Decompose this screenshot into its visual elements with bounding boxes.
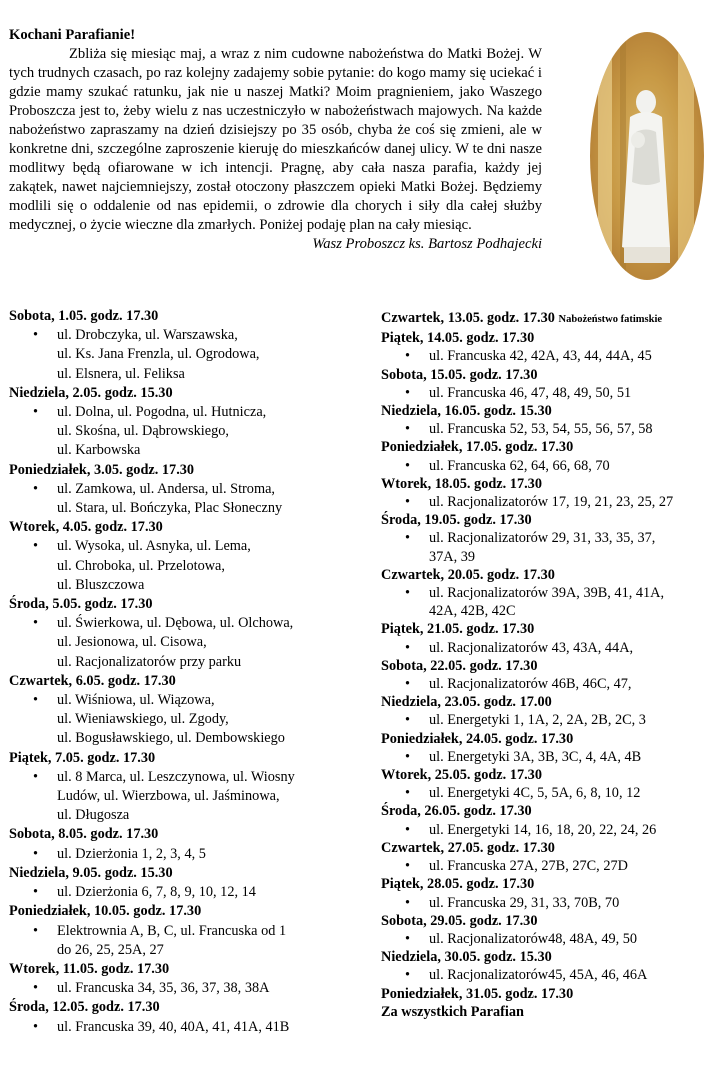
schedule-day-heading — [381, 730, 721, 748]
schedule-right-column — [381, 309, 721, 1021]
schedule-street-line: ul. Francuska 34, 35, 36, 37, 38, 38A — [57, 980, 270, 997]
schedule-day-label: Czwartek, 13.05. godz. 17.30 — [381, 310, 555, 326]
schedule-streets-item — [381, 857, 721, 875]
schedule-streets-item — [381, 930, 721, 948]
schedule-day-heading — [381, 309, 721, 329]
schedule-day-heading — [9, 749, 364, 768]
schedule-day-label: Sobota, 22.05. godz. 17.30 — [381, 657, 538, 674]
schedule-day-label: Piątek, 14.05. godz. 17.30 — [381, 330, 535, 347]
schedule-day-heading — [381, 839, 721, 857]
schedule-day-label: Niedziela, 23.05. godz. 17.00 — [381, 694, 552, 711]
schedule-street-line: ul. Francuska 39, 40, 40A, 41, 41A, 41B — [57, 1018, 290, 1035]
schedule-street-line: ul. Energetyki 1, 1A, 2, 2A, 2B, 2C, 3 — [429, 712, 646, 729]
schedule-street-line: ul. Francuska 62, 64, 66, 68, 70 — [429, 457, 610, 474]
schedule-street-line: ul. Francuska 52, 53, 54, 55, 56, 57, 58 — [429, 421, 653, 438]
schedule-day-label: Piątek, 21.05. godz. 17.30 — [381, 621, 535, 638]
schedule-day-label: Niedziela, 2.05. godz. 15.30 — [9, 384, 173, 401]
schedule-day-label: Środa, 5.05. godz. 17.30 — [9, 596, 153, 613]
schedule-street-line: ul. Zamkowa, ul. Andersa, ul. Stroma, — [57, 480, 275, 497]
schedule-streets-item — [9, 614, 364, 672]
schedule-day-heading — [381, 511, 721, 529]
schedule-street-line: ul. Ks. Jana Frenzla, ul. Ogrodowa, — [57, 346, 260, 363]
bullet-icon: • — [33, 615, 39, 632]
bullet-icon: • — [405, 858, 411, 875]
bullet-icon: • — [33, 692, 39, 709]
schedule-streets-item — [381, 966, 721, 984]
schedule-day-label: Czwartek, 20.05. godz. 17.30 — [381, 566, 555, 583]
schedule-streets-item — [381, 748, 721, 766]
schedule-street-line: ul. Francuska 27A, 27B, 27C, 27D — [429, 858, 628, 875]
schedule-day-heading — [381, 766, 721, 784]
schedule-day-heading — [381, 802, 721, 820]
bullet-icon: • — [33, 1018, 39, 1035]
schedule-street-line: ul. Karbowska — [57, 442, 141, 459]
bullet-icon: • — [33, 980, 39, 997]
schedule-day-label: Niedziela, 16.05. godz. 15.30 — [381, 403, 552, 420]
schedule-day-heading — [9, 595, 364, 614]
schedule-day-heading — [9, 461, 364, 480]
schedule-streets-item — [9, 403, 364, 461]
schedule-streets-item — [381, 384, 721, 402]
letter-signature: Wasz Proboszcz ks. Bartosz Podhajecki — [312, 236, 542, 252]
schedule-street-line: ul. Racjonalizatorów 43, 43A, 44A, — [429, 639, 634, 656]
letter-body: Zbliża się miesiąc maj, a wraz z nim cudowne nabożeństwa do Matki Bożej. W tych trudnych czasach, po raz kolejny zadajemy sobie pytanie: do kogo mamy się uciekać i gdzie mamy szukać ratunku, jak nie u naszej Matki? Moim pragnieniem, jako Waszego Proboszcza jest to, żeby wielu z nas uczestniczyło w nabożeństwach majowych. Na każde nabożeństwo zapraszamy na dzień dzisiejszy po 35 osób, chyba że coś się zmieni, ale w konkretne dni, szczególne zaproszenie kieruję do mieszkańców danej ulicy. W te dni nasze modlitwy będą ofiarowane w ich intencji. Pragnę, aby cała nasza parafia, każdy jej zakątek, nawet najciemniejszy, został otoczony płaszczem opieki Matki Bożej. Będziemy modlili się o oddalenie od nas epidemii, o zdrowie dla chorych i siły dla całej służby medycznej, o życie wieczne dla zmarłych. Poniżej podaję plan na cały miesiąc. — [9, 46, 542, 233]
schedule-street-line: ul. Elsnera, ul. Feliksa — [57, 365, 185, 382]
schedule-street-line: ul. Wiśniowa, ul. Wiązowa, — [57, 692, 215, 709]
schedule-day-label: Sobota, 8.05. godz. 17.30 — [9, 826, 159, 843]
schedule-day-label: Środa, 19.05. godz. 17.30 — [381, 512, 532, 529]
bullet-icon: • — [405, 585, 411, 602]
schedule-day-heading — [9, 384, 364, 403]
bullet-icon: • — [33, 538, 39, 555]
schedule-day-heading — [381, 657, 721, 675]
schedule-day-label: Poniedziałek, 3.05. godz. 17.30 — [9, 461, 195, 478]
schedule-day-heading — [381, 402, 721, 420]
bullet-icon: • — [33, 845, 39, 862]
schedule-street-line: ul. Racjonalizatorów48, 48A, 49, 50 — [429, 930, 638, 947]
schedule-day-label: Wtorek, 4.05. godz. 17.30 — [9, 519, 163, 536]
schedule-day-label: Poniedziałek, 31.05. godz. 17.30 — [381, 985, 574, 1002]
schedule-streets-item — [9, 922, 364, 960]
schedule-day-label: Niedziela, 30.05. godz. 15.30 — [381, 949, 552, 966]
schedule-day-label: Niedziela, 9.05. godz. 15.30 — [9, 864, 173, 881]
closing-intention: Za wszystkich Parafian — [381, 1003, 524, 1020]
schedule-street-line: ul. Wysoka, ul. Asnyka, ul. Lema, — [57, 538, 251, 555]
schedule-street-line: ul. Drobczyka, ul. Warszawska, — [57, 327, 238, 344]
schedule-street-line: ul. 8 Marca, ul. Leszczynowa, ul. Wiosny — [57, 768, 295, 785]
bullet-icon: • — [405, 421, 411, 438]
schedule-street-line: ul. Racjonalizatorów45, 45A, 46, 46A — [429, 967, 648, 984]
schedule-streets-item — [9, 480, 364, 518]
schedule-street-line: ul. Chroboka, ul. Przelotowa, — [57, 557, 225, 574]
schedule-day-heading — [9, 672, 364, 691]
schedule-day-label: Sobota, 29.05. godz. 17.30 — [381, 912, 538, 929]
schedule-day-label: Środa, 26.05. godz. 17.30 — [381, 803, 532, 820]
schedule-street-line: ul. Racjonalizatorów 17, 19, 21, 23, 25, 27 — [429, 494, 674, 511]
schedule-day-heading — [9, 307, 364, 326]
schedule-street-line: Ludów, ul. Wierzbowa, ul. Jaśminowa, — [57, 788, 280, 805]
schedule-street-line: ul. Racjonalizatorów 39A, 39B, 41, 41A, — [429, 585, 665, 602]
schedule-street-line: ul. Racjonalizatorów przy parku — [57, 653, 242, 670]
bullet-icon: • — [33, 922, 39, 939]
bullet-icon: • — [33, 480, 39, 497]
schedule-day-label: Czwartek, 6.05. godz. 17.30 — [9, 672, 176, 689]
schedule-streets-item — [381, 584, 721, 620]
schedule-street-line: ul. Francuska 46, 47, 48, 49, 50, 51 — [429, 384, 632, 401]
bullet-icon: • — [405, 894, 411, 911]
schedule-streets-item — [381, 347, 721, 365]
schedule-day-heading — [381, 912, 721, 930]
schedule-street-line: ul. Dzierżonia 1, 2, 3, 4, 5 — [57, 845, 206, 862]
bullet-icon: • — [405, 676, 411, 693]
schedule-street-line: ul. Francuska 42, 42A, 43, 44, 44A, 45 — [429, 348, 652, 365]
schedule-day-label: Czwartek, 27.05. godz. 17.30 — [381, 839, 555, 856]
schedule-day-label: Sobota, 15.05. godz. 17.30 — [381, 366, 538, 383]
schedule-day-label: Sobota, 1.05. godz. 17.30 — [9, 308, 159, 324]
schedule-streets-item — [9, 691, 364, 749]
schedule-day-label: Poniedziałek, 24.05. godz. 17.30 — [381, 730, 574, 747]
schedule-streets-item — [381, 675, 721, 693]
schedule-street-line: ul. Energetyki 4C, 5, 5A, 6, 8, 10, 12 — [429, 785, 641, 802]
schedule-day-label: Wtorek, 11.05. godz. 17.30 — [9, 960, 170, 977]
schedule-day-heading — [381, 329, 721, 347]
schedule-day-label: Wtorek, 18.05. godz. 17.30 — [381, 475, 542, 492]
schedule-day-heading — [381, 366, 721, 384]
schedule-street-line: ul. Dolna, ul. Pogodna, ul. Hutnicza, — [57, 404, 267, 421]
schedule-street-line: ul. Energetyki 14, 16, 18, 20, 22, 24, 26 — [429, 821, 657, 838]
bullet-icon: • — [405, 494, 411, 511]
schedule-day-note: Nabożeństwo fatimskie — [558, 314, 663, 325]
schedule-street-line: ul. Wieniawskiego, ul. Zgody, — [57, 711, 229, 728]
schedule-streets-item — [381, 639, 721, 657]
bullet-icon: • — [405, 712, 411, 729]
schedule-day-heading — [381, 985, 721, 1003]
bullet-icon: • — [405, 530, 411, 547]
schedule-streets-item — [381, 784, 721, 802]
schedule-street-line: ul. Racjonalizatorów 29, 31, 33, 35, 37, — [429, 530, 656, 547]
schedule-street-line: ul. Energetyki 3A, 3B, 3C, 4, 4A, 4B — [429, 748, 642, 765]
schedule-street-line: ul. Bogusławskiego, ul. Dembowskiego — [57, 730, 285, 747]
schedule-day-heading — [9, 998, 364, 1017]
schedule-street-line: 37A, 39 — [429, 548, 476, 565]
bullet-icon: • — [33, 327, 39, 344]
schedule-streets-item — [9, 845, 364, 864]
bullet-icon: • — [405, 967, 411, 984]
bullet-icon: • — [405, 748, 411, 765]
schedule-day-heading — [381, 438, 721, 456]
bullet-icon: • — [33, 404, 39, 421]
schedule-street-line: 42A, 42B, 42C — [429, 603, 516, 620]
schedule-street-line: do 26, 25, 25A, 27 — [57, 941, 164, 958]
schedule-street-line: ul. Jesionowa, ul. Cisowa, — [57, 634, 207, 651]
bullet-icon: • — [405, 821, 411, 838]
madonna-statue-photo — [590, 32, 704, 280]
schedule-streets-item — [9, 1018, 364, 1037]
schedule-street-line: ul. Racjonalizatorów 46B, 46C, 47, — [429, 676, 632, 693]
schedule-day-heading — [381, 566, 721, 584]
schedule-day-label: Piątek, 28.05. godz. 17.30 — [381, 876, 535, 893]
schedule-streets-item — [381, 821, 721, 839]
bullet-icon: • — [405, 639, 411, 656]
pastor-letter — [9, 26, 542, 254]
schedule-streets-item — [381, 420, 721, 438]
schedule-day-heading — [9, 518, 364, 537]
schedule-streets-item — [381, 529, 721, 565]
schedule-street-line: ul. Stara, ul. Bończyka, Plac Słoneczny — [57, 500, 283, 517]
schedule-streets-item — [381, 493, 721, 511]
bullet-icon: • — [405, 930, 411, 947]
schedule-day-heading — [9, 825, 364, 844]
bullet-icon: • — [405, 384, 411, 401]
schedule-streets-item — [9, 768, 364, 826]
schedule-day-label: Poniedziałek, 10.05. godz. 17.30 — [9, 903, 202, 920]
schedule-day-label: Poniedziałek, 17.05. godz. 17.30 — [381, 439, 574, 456]
schedule-day-label: Środa, 12.05. godz. 17.30 — [9, 999, 160, 1016]
bullet-icon: • — [405, 785, 411, 802]
schedule-street-line: Elektrownia A, B, C, ul. Francuska od 1 — [57, 922, 287, 939]
schedule-left-column — [9, 307, 364, 1037]
schedule-day-heading — [381, 620, 721, 638]
schedule-streets-item — [9, 883, 364, 902]
schedule-day-heading — [9, 960, 364, 979]
schedule-street-line: ul. Długosza — [57, 807, 130, 824]
schedule-day-heading — [381, 475, 721, 493]
schedule-streets-item — [381, 894, 721, 912]
schedule-street-line: ul. Skośna, ul. Dąbrowskiego, — [57, 423, 229, 440]
schedule-streets-item — [9, 537, 364, 595]
schedule-day-heading — [381, 948, 721, 966]
schedule-street-line: ul. Świerkowa, ul. Dębowa, ul. Olchowa, — [57, 615, 294, 632]
bullet-icon: • — [33, 768, 39, 785]
bullet-icon: • — [405, 457, 411, 474]
schedule-day-heading — [381, 875, 721, 893]
schedule-street-line: ul. Dzierżonia 6, 7, 8, 9, 10, 12, 14 — [57, 884, 256, 901]
schedule-streets-item — [381, 457, 721, 475]
schedule-day-label: Wtorek, 25.05. godz. 17.30 — [381, 767, 542, 784]
schedule-day-label: Piątek, 7.05. godz. 17.30 — [9, 749, 156, 766]
schedule-streets-item — [9, 979, 364, 998]
schedule-day-heading — [9, 864, 364, 883]
bullet-icon: • — [405, 348, 411, 365]
schedule-day-heading — [9, 902, 364, 921]
bullet-icon: • — [33, 884, 39, 901]
schedule-street-line: ul. Bluszczowa — [57, 576, 145, 593]
schedule-streets-item — [381, 711, 721, 729]
schedule-street-line: ul. Francuska 29, 31, 33, 70B, 70 — [429, 894, 620, 911]
letter-greeting: Kochani Parafianie! — [9, 27, 136, 43]
schedule-day-heading — [381, 693, 721, 711]
schedule-streets-item — [9, 326, 364, 384]
